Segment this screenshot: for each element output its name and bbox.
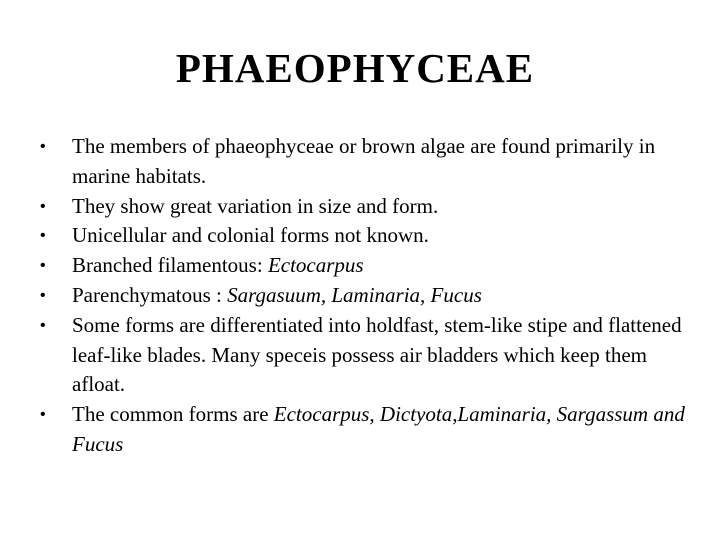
bullet-text: Parenchymatous :	[72, 282, 228, 307]
bullet-icon: •	[40, 286, 46, 304]
bullet-icon: •	[40, 227, 46, 245]
bullet-item	[40, 281, 700, 311]
bullet-list	[40, 132, 700, 460]
bullet-item	[40, 251, 700, 281]
bullet-italic-text: Ectocarpus, Dictyota,Laminaria, Sargassum and Fucus	[72, 402, 685, 456]
bullet-item	[40, 311, 700, 400]
bullet-text: The common forms are	[72, 402, 274, 427]
bullet-item	[40, 221, 700, 251]
slide-title: PHAEOPHYCEAE	[175, 45, 535, 91]
bullet-item	[40, 400, 700, 460]
bullet-text: They show great variation in size and form.	[72, 193, 439, 218]
bullet-icon: •	[40, 406, 46, 424]
bullet-icon: •	[40, 257, 46, 275]
bullet-item	[40, 132, 700, 192]
bullet-icon: •	[40, 138, 46, 155]
bullet-italic-text: Sargasuum, Laminaria, Fucus	[227, 282, 482, 307]
bullet-item	[40, 192, 700, 222]
bullet-icon: •	[40, 197, 46, 215]
bullet-text: The members of phaeophyceae or brown algae are found primarily in marine habitats.	[72, 134, 656, 188]
bullet-icon: •	[40, 316, 46, 334]
bullet-text: Branched filamentous:	[72, 253, 268, 278]
bullet-italic-text: Ectocarpus	[267, 253, 364, 278]
bullet-text: Unicellular and colonial forms not known.	[72, 223, 429, 248]
bullet-text: Some forms are differentiated into holdfast, stem-like stipe and flattened leaf-like blades. Many speceis possess air bladders which keep them afloat.	[72, 312, 682, 397]
